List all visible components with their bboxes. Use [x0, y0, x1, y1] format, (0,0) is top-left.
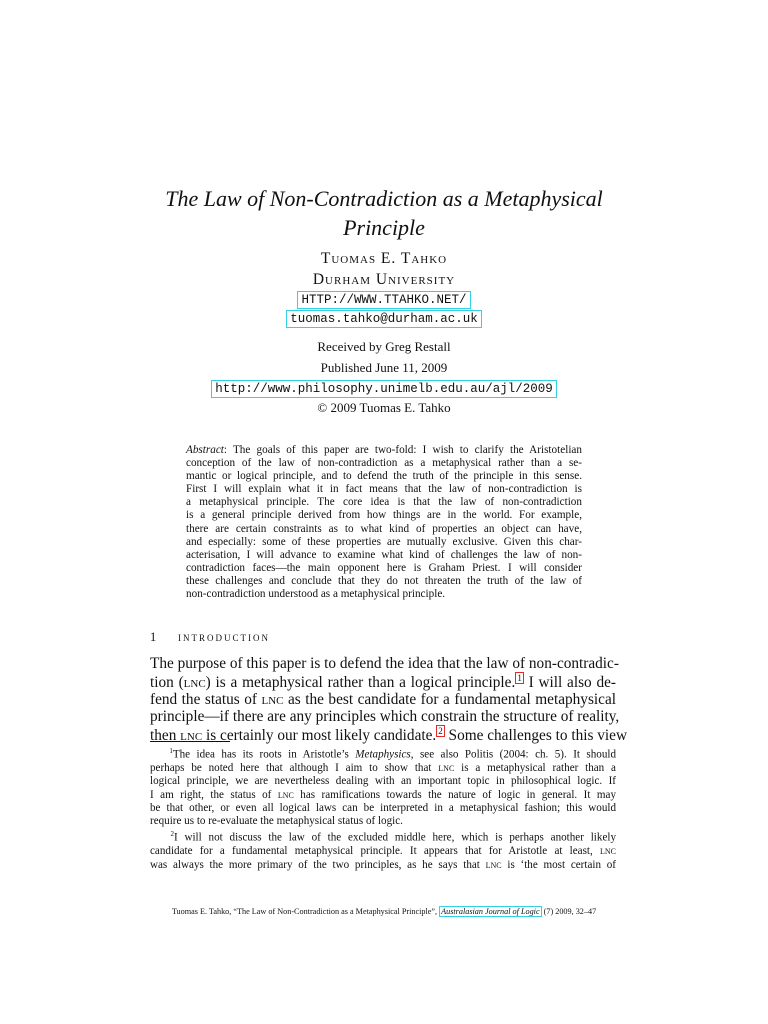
section-title: introduction: [178, 630, 270, 644]
email-link-row: [0, 309, 768, 328]
lnc-abbrev: lnc: [180, 727, 203, 745]
homepage-link-row: [0, 290, 768, 309]
body-line: tion (lnc) is a metaphysical rather than a logical principle. 1 I will also de-: [150, 673, 616, 692]
author-name: Tuomas E. Tahko: [320, 250, 448, 267]
affiliation: Durham University: [312, 271, 456, 288]
journal-url-row: [0, 379, 768, 398]
abstract-line: there are certain constraints as to what kind of properties an object can have,: [186, 522, 582, 535]
footnote-ref-1[interactable]: 1: [517, 673, 522, 684]
abstract-line: Abstract: The goals of this paper are two-fold: I wish to clarify the Aristotelian: [186, 444, 582, 456]
lnc-abbrev: lnc: [183, 674, 206, 692]
homepage-link[interactable]: HTTP://WWW.TTAHKO.NET/: [297, 291, 470, 309]
body-paragraph: [150, 655, 627, 745]
abstract-line: and especially: some of these properties are mutually exclusive. Given this char-: [186, 535, 582, 548]
footnote-line: logical principle, we are nevertheless dealing with an important topic in philosophical logic. If: [150, 775, 616, 788]
abstract: [186, 444, 582, 601]
abstract-line: contradiction faces—the main opponent here is Graham Priest. I will consider: [186, 561, 582, 574]
body-line: fend the status of lnc as the best candidate for a fundamental metaphysical: [150, 691, 616, 709]
abstract-line: mantic or logical principle, and to defend the truth of the principle in this sense.: [186, 470, 582, 483]
abstract-line: non-contradiction understood as a metaphysical principle.: [186, 588, 446, 601]
title-line-2: Principle: [343, 215, 425, 240]
footer-citation-post: (7) 2009, 32–47: [541, 907, 597, 916]
footnote-ref-2[interactable]: 2: [438, 726, 443, 737]
footnote-line: was always the more primary of the two principles, as he says that lnc is ‘the most certain of: [150, 858, 616, 871]
body-line: then lnc is certainly our most likely candidate. 2 Some challenges to this view: [150, 726, 627, 745]
copyright: © 2009 Tuomas E. Tahko: [317, 400, 451, 415]
footnote-line: require us to re-evaluate the metaphysical status of logic.: [150, 815, 403, 828]
journal-url-link[interactable]: http://www.philosophy.unimelb.edu.au/ajl/2009: [211, 380, 557, 398]
title-line-1: The Law of Non-Contradiction as a Metaphysical: [165, 186, 603, 211]
lnc-abbrev: lnc: [261, 691, 284, 709]
footnote-line: I am right, the status of lnc has ramifications towards the nature of logic in general. It may: [150, 788, 616, 801]
paper-title: [120, 184, 648, 242]
body-line: The purpose of this paper is to defend the idea that the law of non-contradic-: [150, 655, 619, 672]
received-by: Received by Greg Restall: [317, 339, 451, 354]
footnote-mark-2: 2: [170, 830, 174, 839]
page-footer: [0, 906, 768, 917]
abstract-line: is a general principle derived from how things are in the world. For example,: [186, 509, 582, 522]
footnotes: [150, 745, 616, 872]
abstract-line: a metaphysical principle. The core idea is that the law of non-contradiction: [186, 496, 582, 509]
abstract-line: conception of the law of non-contradiction as a metaphysical rather than a se-: [186, 457, 582, 470]
footnote-mark-1: 1: [169, 747, 173, 755]
footnote-line: perhaps be noted here that although I aim to show that lnc is a metaphysical rather than a: [150, 761, 616, 774]
abstract-line: First I will explain what it in fact means that the law of non-contradiction is: [186, 483, 582, 496]
abstract-label: Abstract: [186, 444, 224, 456]
footer-citation-pre: Tuomas E. Tahko, “The Law of Non-Contradiction as a Metaphysical Principle”,: [171, 907, 440, 916]
published-date: Published June 11, 2009: [320, 360, 448, 375]
footnote-line: $^1$The idea has its roots in Aristotle’s Metaphysics, see also Politis (2004: ch. 5). It should: [169, 747, 616, 761]
journal-link[interactable]: Australasian Journal of Logic: [441, 907, 540, 916]
footnote-rule: [150, 741, 230, 742]
footnote-line: candidate for a fundamental metaphysical principle. It appears that for Aristotle at least, lnc: [150, 845, 616, 858]
email-link[interactable]: tuomas.tahko@durham.ac.uk: [286, 310, 482, 328]
abstract-line: these challenges and conclude that they do not threaten the truth of the law of: [186, 574, 582, 587]
section-heading: [150, 630, 270, 645]
section-number: 1: [150, 630, 159, 644]
footnote-line: $^2$I will not discuss the law of the excluded middle here, which is perhaps another likely: [170, 830, 616, 845]
footnote-line: be that other, or even all logical laws can be interpreted in a metaphysical fashion; this would: [150, 801, 616, 814]
abstract-line: acterisation, I will advance to examine what kind of challenges the law of non-: [186, 548, 582, 561]
body-line: principle—if there are any principles which constrain the structure of reality,: [150, 708, 620, 726]
